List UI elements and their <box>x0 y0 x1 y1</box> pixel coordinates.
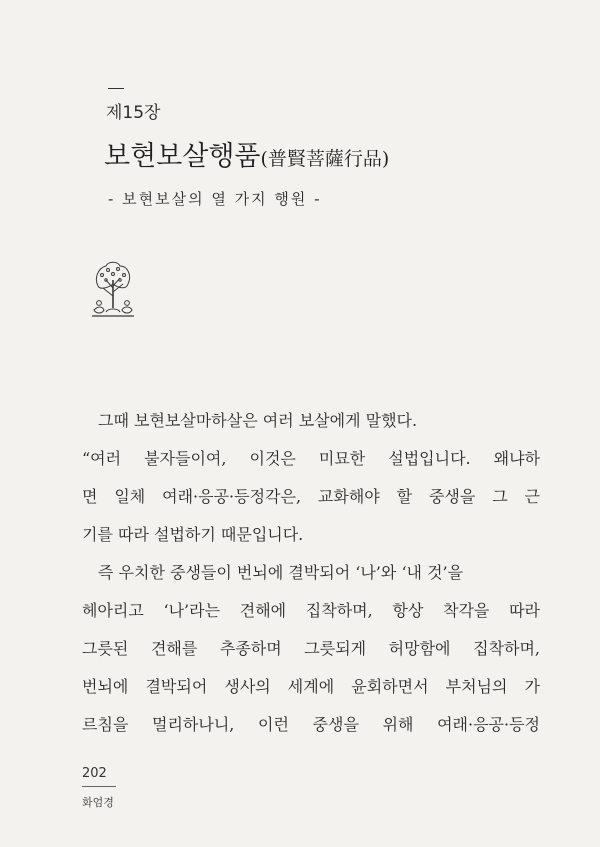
body-line: 헤아리고 ‘나’라는 견해에 집착하며, 항상 착각을 따라 <box>82 601 540 620</box>
body-line: 번뇌에 결박되어 생사의 세계에 윤회하면서 부처님의 가 <box>82 677 540 696</box>
body-line: 그때 보현보살마하살은 여러 보살에게 말했다. <box>98 411 418 430</box>
body-line: 기를 따라 설법하기 때문입니다. <box>82 525 304 544</box>
chapter-rule <box>108 88 124 89</box>
footer-rule <box>82 786 116 787</box>
body-line: “여러 불자들이여, 이것은 미묘한 설법입니다. 왜냐하 <box>82 449 540 468</box>
book-title: 화엄경 <box>82 796 114 809</box>
body-line: 그릇된 견해를 추종하며 그릇되게 허망함에 집착하며, <box>82 639 540 658</box>
chapter-title <box>104 134 389 173</box>
chapter-label: 제15장 <box>106 103 161 123</box>
chapter-subtitle: - 보현보살의 열 가지 행원 - <box>108 190 322 208</box>
tree-ornament-icon <box>88 258 138 322</box>
page-number: 202 <box>82 766 107 781</box>
chapter-title-main: 보현보살행품 <box>104 141 261 172</box>
chapter-title-hanja: (普賢菩薩行品) <box>260 148 390 170</box>
body-text <box>82 402 540 744</box>
body-line: 면 일체 여래·응공·등정각은, 교화해야 할 중생을 그 근 <box>82 487 540 506</box>
body-line: 르침을 멀리하나니, 이런 중생을 위해 여래·응공·등정 <box>82 715 540 734</box>
body-line: 즉 우치한 중생들이 번뇌에 결박되어 ‘나’와 ‘내 것’을 <box>98 563 464 582</box>
